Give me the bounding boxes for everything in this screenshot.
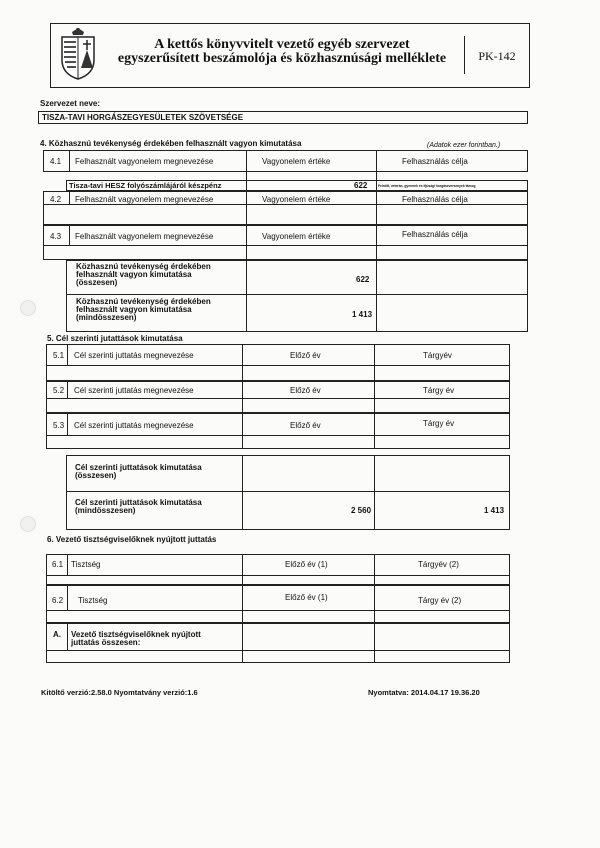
t4-42-hsep: [43, 204, 528, 205]
sum4a-l1: Közhasznú tevékenység érdekében: [76, 262, 211, 271]
row42-col1: Felhasznált vagyonelem megnevezése: [75, 195, 214, 204]
row43-col2: Vagyonelem értéke: [262, 232, 331, 241]
entry-purpose: Felnőtt, veterán, gyermek és ifjúsági horgászversenyek támog: [378, 184, 476, 188]
t6-61-sep-c: [374, 554, 375, 585]
row52-num: 5.2: [53, 386, 65, 395]
sum4b-l3: (mindösszesen): [76, 313, 137, 322]
header-title-line2: egyszerűsített beszámolója és közhasznúsági melléklete: [117, 51, 447, 66]
t5-53-sep-c: [374, 413, 375, 449]
row62-col1: Tisztség: [78, 596, 108, 605]
t6-61-sep-b: [242, 554, 243, 585]
t4-42-sep: [69, 191, 70, 204]
row51-col2: Előző év: [290, 351, 321, 360]
t4-sep-a: [69, 150, 70, 172]
sum4b-l2: felhasznált vagyon kimutatása: [76, 305, 192, 314]
table6-row61: [46, 554, 510, 585]
row42-col2: Vagyonelem értéke: [262, 195, 331, 204]
sum5b-curr: 1 413: [484, 506, 505, 515]
rowA-l1: Vezető tisztségviselőknek nyújtott: [71, 630, 201, 639]
rowA-num: A.: [53, 630, 61, 639]
row41-col3: Felhasználás célja: [402, 157, 468, 166]
sum5b-prev: 2 560: [351, 506, 372, 515]
sum4-sep: [246, 260, 247, 332]
t5-51-sep-a: [67, 344, 68, 365]
sum5-sep: [242, 455, 243, 530]
row62-col2: Előző év (1): [285, 593, 328, 602]
sum5-sep2: [374, 455, 375, 530]
row53-col3: Tárgy év: [423, 419, 455, 428]
sum4b-l1: Közhasznú tevékenység érdekében: [76, 297, 211, 306]
row62-num: 6.2: [52, 596, 64, 605]
row51-col1: Cél szerinti juttatás megnevezése: [74, 351, 194, 360]
form-code: PK-142: [478, 49, 516, 63]
t6-A-sep-a: [67, 623, 68, 650]
t5-51-hsep: [46, 365, 510, 366]
t5-52-sep-b: [242, 381, 243, 413]
row41-num: 4.1: [50, 157, 62, 166]
t6-62-hsep: [46, 610, 510, 611]
sum5b-l1: Cél szerinti juttatások kimutatása: [75, 498, 202, 507]
row43-num: 4.3: [50, 232, 62, 241]
t5-52-sep-c: [374, 381, 375, 413]
row53-num: 5.3: [53, 421, 65, 430]
sum4b-value: 1 413: [352, 310, 373, 319]
header-divider: [464, 36, 465, 74]
entry-value: 622: [354, 181, 368, 190]
t6-A-sep-b: [242, 623, 243, 663]
t5-51-sep-c: [374, 344, 375, 381]
t4-43-sep-c: [376, 225, 377, 260]
punch-hole-bottom: [20, 516, 36, 532]
sum5-hsep: [66, 491, 510, 492]
row52-col1: Cél szerinti juttatás megnevezése: [74, 386, 194, 395]
row61-col3: Tárgyév (2): [418, 560, 459, 569]
sum5a-l2: (összesen): [75, 471, 117, 480]
row53-col2: Előző év: [290, 421, 321, 430]
row52-col3: Tárgy év: [423, 386, 455, 395]
t6-62-sep-a: [67, 585, 68, 610]
entry-name: Tisza-tavi HESZ folyószámlájáról készpénz: [69, 181, 222, 190]
section4-note: (Adatok ezer forintban.): [427, 142, 501, 149]
t6-61-sep-a: [67, 554, 68, 575]
footer-version: Kitöltő verzió:2.58.0 Nyomtatvány verzió:1.6: [41, 688, 198, 697]
row42-col3: Felhasználás célja: [402, 195, 468, 204]
row61-col1: Tisztség: [71, 560, 101, 569]
section4-title: 4. Közhasznú tevékenység érdekében felhasznált vagyon kimutatása: [40, 139, 302, 148]
row61-num: 6.1: [52, 560, 64, 569]
table5-row51: [46, 344, 510, 381]
org-label: Szervezet neve:: [40, 99, 101, 108]
section5-title: 5. Cél szerinti jutattások kimutatása: [47, 334, 183, 343]
t4-43-hsep: [43, 245, 528, 246]
sum4-sep2: [376, 260, 377, 332]
sum5a-l1: Cél szerinti juttatások kimutatása: [75, 463, 202, 472]
row41-col1: Felhasznált vagyonelem megnevezése: [75, 157, 214, 166]
t4-43-sep-b: [246, 225, 247, 260]
row41-col2: Vagyonelem értéke: [262, 157, 331, 166]
t4-43-sep-a: [69, 225, 70, 245]
org-name: TISZA-TAVI HORGÁSZEGYESÜLETEK SZÖVETSÉGE: [42, 113, 244, 122]
row52-col2: Előző év: [290, 386, 321, 395]
row53-col1: Cél szerinti juttatás megnevezése: [74, 421, 194, 430]
footer-printed: Nyomtatva: 2014.04.17 19.36.20: [368, 688, 480, 697]
row43-col3: Felhasználás célja: [402, 230, 468, 239]
t6-A-hsep: [46, 650, 510, 651]
row62-col3: Tárgy év (2): [418, 596, 462, 605]
sum4a-l3: (összesen): [76, 278, 118, 287]
section6-title: 6. Vezető tisztségviselőknek nyújtott juttatás: [47, 535, 217, 544]
coat-of-arms-icon: [59, 28, 97, 80]
rowA-l2: juttatás összesen:: [71, 638, 141, 647]
t5-53-hsep: [46, 435, 510, 436]
punch-hole-top: [20, 300, 36, 316]
t5-52-sep-a: [67, 381, 68, 398]
t6-A-sep-c: [374, 623, 375, 663]
t5-51-sep-b: [242, 344, 243, 381]
row42-num: 4.2: [50, 195, 62, 204]
header-title-line1: A kettős könyvvitelt vezető egyéb szervezet: [154, 37, 410, 52]
sum4a-value: 622: [356, 275, 370, 284]
t6-61-hsep: [46, 575, 510, 576]
sum4-hsep: [66, 294, 528, 295]
sum4a-l2: felhasznált vagyon kimutatása: [76, 270, 192, 279]
t5-53-sep-a: [67, 413, 68, 435]
row51-col3: Tárgyév: [423, 351, 452, 360]
sum5b-l2: (mindösszesen): [75, 506, 136, 515]
row43-col1: Felhasznált vagyonelem megnevezése: [75, 232, 214, 241]
t5-52-hsep: [46, 398, 510, 399]
t5-53-sep-b: [242, 413, 243, 449]
t6-62-sep-b: [242, 585, 243, 623]
row61-col2: Előző év (1): [285, 560, 328, 569]
t6-62-sep-c: [374, 585, 375, 623]
row51-num: 5.1: [53, 351, 65, 360]
